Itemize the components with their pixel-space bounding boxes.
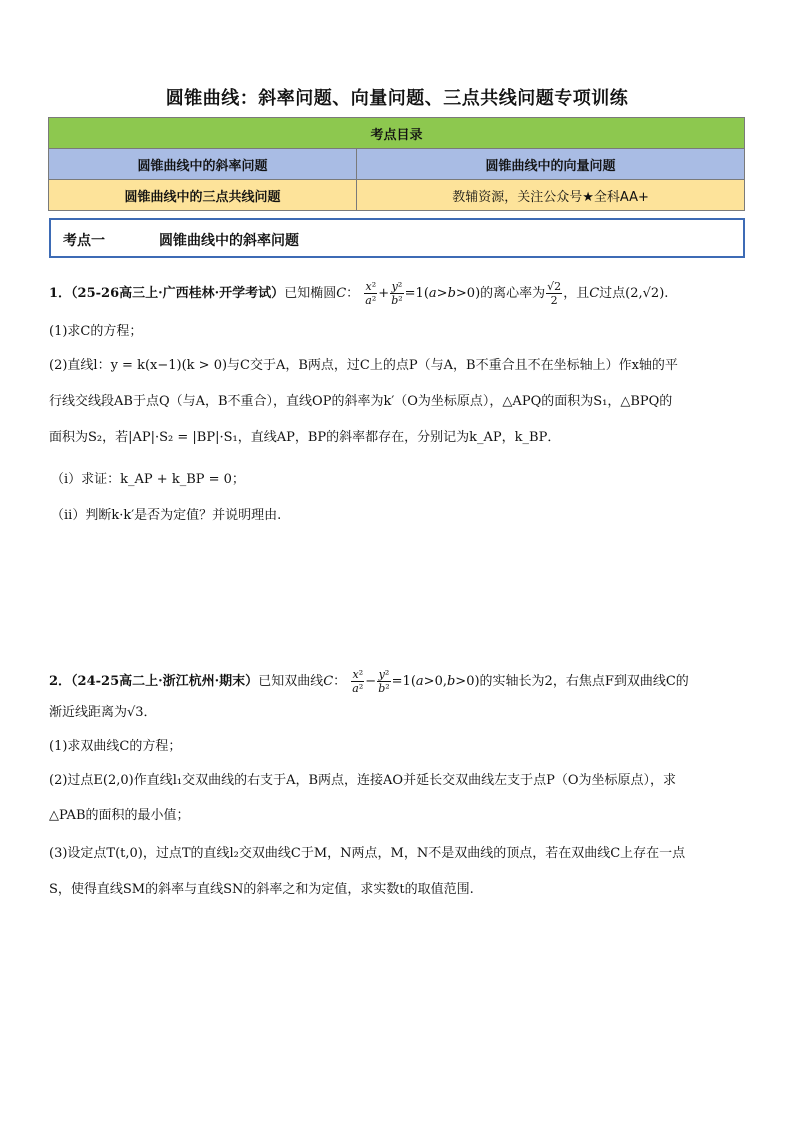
q1-part2-line1: (2)直线l：y = k(x−1)(k > 0)与C交于A，B两点，过C上的点P（与A，B不重合且不在坐标轴上）作x轴的平 [49,358,678,373]
q1-text: 已知椭圆 [284,286,337,301]
q2-part3-line1: (3)设定点T(t,0)，过点T的直线l₂交双曲线C于M，N两点，M，N不是双曲线的顶点，若在双曲线C上存在一点 [49,846,686,861]
q1-text: 的离心率为 [480,286,546,301]
q1-number: 1． [49,286,72,301]
q1-sub-ii: （ii）判断k·k′是否为定值？并说明理由. [51,508,282,523]
section-heading [49,218,745,258]
q2-part2-line2: △PAB的面积的最小值； [49,808,190,823]
q1-sub-i: （i）求证：k_AP + k_BP = 0； [51,472,245,487]
section-number: 考点一 [63,233,105,249]
q2-line2: 渐近线距离为√3． [49,705,157,720]
q2-part3-line2: S，使得直线SM的斜率与直线SN的斜率之和为定值，求实数t的取值范围. [49,882,474,897]
q1-part2-line2: 行线交线段AB于点Q（与A，B不重合），直线OP的斜率为k′（O为坐标原点），△APQ的面积为S₁，△BPQ的 [49,394,673,409]
q1-text: ，且 [563,286,590,301]
q1-part1: (1)求C的方程； [49,324,143,339]
q1-source: （25-26高三上·广西桂林·开学考试） [71,286,285,301]
q2-text: 的实轴长为2，右焦点F到双曲线C的 [479,674,689,689]
q2-stem: 2．（24-25高二上·浙江杭州·期末）已知双曲线C： $\frac{\text{x²}}{\text{a²}}$ − $\frac{\text{y²}}{\text{b²}}$ =1(a>0,b>0)的实轴长为2，右焦点F到双曲线C的 [49,668,689,695]
q2-source: （24-25高二上·浙江杭州·期末） [71,674,259,689]
toc-note: 教辅资源，关注公众号★全科AA+ [357,180,745,211]
q1-stem: 1．（25-26高三上·广西桂林·开学考试）已知椭圆C： $\frac{\text{x²}}{\text{a²}}$ + $\frac{\text{y²}}{\text{b²}}$ =1(a>b>0)的离心率为 $\frac{√2}{2}$ ，且C过点(2,√2). [49,280,669,307]
q2-number: 2． [49,674,72,689]
toc-item-slope[interactable]: 圆锥曲线中的斜率问题 [49,149,357,180]
q1-part2-line3: 面积为S₂，若|AP|·S₂ = |BP|·S₁，直线AP，BP的斜率都存在，分别记为k_AP，k_BP． [49,430,561,445]
toc-table [48,117,745,211]
toc-item-collinear[interactable]: 圆锥曲线中的三点共线问题 [49,180,357,211]
q2-text: 已知双曲线 [258,674,324,689]
toc-item-vector[interactable]: 圆锥曲线中的向量问题 [357,149,745,180]
q2-part1: (1)求双曲线C的方程； [49,739,182,754]
page-title: 圆锥曲线：斜率问题、向量问题、三点共线问题专项训练 [165,88,629,109]
q2-part2-line1: (2)过点E(2,0)作直线l₁交双曲线的右支于A，B两点，连接AO并延长交双曲线左支于点P（O为坐标原点），求 [49,773,676,788]
toc-header: 考点目录 [49,118,745,149]
section-name: 圆锥曲线中的斜率问题 [159,233,299,249]
q1-text: 过点 [599,286,626,301]
